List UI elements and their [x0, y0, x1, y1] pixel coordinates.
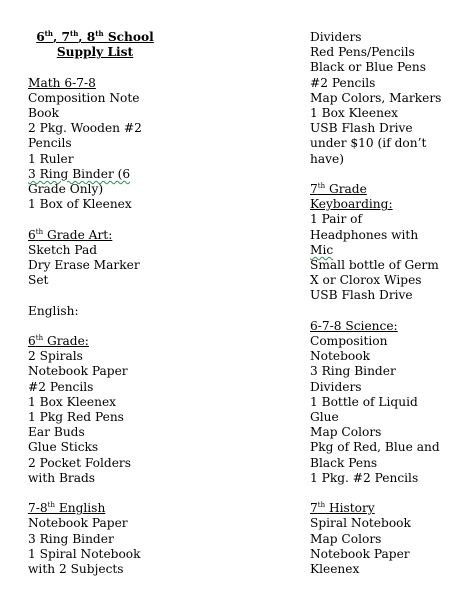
list-item: Mic [310, 242, 334, 257]
list-item: Headphones with [310, 227, 419, 242]
list-item: Dry Erase Marker [28, 258, 140, 273]
list-item: #2 Pencils [310, 75, 376, 90]
list-item: 1 Box Kleenex [28, 394, 117, 409]
list-item: Spiral Notebook [310, 516, 411, 531]
list-item: with 2 Subjects [28, 562, 124, 577]
list-item: Ear Buds [28, 425, 85, 440]
keyboarding-section-header: 7th Grade [310, 181, 367, 197]
list-item: 2 Spirals [28, 349, 83, 364]
list-item: 1 Pair of [310, 212, 362, 227]
math-section-header: Math 6-7-8 [28, 75, 96, 90]
list-item: 1 Pkg. #2 Pencils [310, 470, 419, 485]
left-column [28, 30, 268, 577]
list-item: Notebook Paper [28, 364, 128, 379]
list-item: X or Clorox Wipes [310, 273, 422, 288]
list-item: Book [28, 106, 60, 120]
list-item: 1 Pkg Red Pens [28, 410, 124, 425]
list-item: Small bottle of Germ [310, 258, 439, 273]
english-label: English: [28, 303, 79, 318]
list-item: 3 Ring Binder [310, 364, 396, 379]
list-item: Sketch Pad [28, 242, 98, 257]
list-item: Notebook Paper [310, 546, 410, 561]
list-item: Notebook [310, 349, 370, 364]
list-item: Black Pens [310, 455, 378, 470]
grade6-section-header: 6th Grade: [28, 333, 89, 348]
art-section-header: 6th Grade Art: [28, 227, 113, 242]
list-item: 1 Spiral Notebook [28, 546, 141, 561]
list-item: 2 Pkg. Wooden #2 [28, 121, 142, 136]
list-item: under $10 (if don’t [310, 136, 427, 151]
list-item: Grade Only) [28, 182, 104, 197]
list-item: 3 Ring Binder (6 [28, 166, 131, 181]
list-item: Notebook Paper [28, 516, 128, 531]
list-item: Map Colors [310, 425, 382, 440]
list-item: USB Flash Drive [310, 121, 413, 136]
list-item: have) [310, 151, 344, 166]
english78-section-header: 7-8th English [28, 501, 106, 516]
science-section-header: 6-7-8 Science: [310, 318, 398, 333]
list-item: 1 Box of Kleenex [28, 197, 132, 212]
document-title: 6th, 7th, 8th School [36, 28, 154, 44]
history-section-header: 7th History [310, 501, 375, 516]
list-item: Map Colors [310, 531, 382, 546]
list-item: 1 Ruler [28, 151, 74, 166]
list-item: with Brads [28, 470, 96, 485]
list-item: Glue [310, 410, 339, 425]
list-item: Glue Sticks [28, 440, 99, 455]
list-item: 1 Box Kleenex [310, 106, 399, 121]
list-item: Pkg of Red, Blue and [310, 440, 440, 455]
list-item: Map Colors, Markers [310, 90, 442, 105]
list-item: Composition Note [28, 90, 140, 105]
right-column [310, 30, 450, 577]
list-item: USB Flash Drive [310, 288, 413, 303]
list-item: 2 Pocket Folders [28, 455, 131, 470]
list-item: Black or Blue Pens [310, 60, 427, 75]
list-item: Dividers [310, 30, 362, 44]
list-item: Kleenex [310, 562, 360, 577]
list-item: Composition [310, 334, 388, 349]
list-item: Set [28, 273, 49, 288]
list-item: #2 Pencils [28, 379, 94, 394]
document-subtitle: Supply List [56, 45, 134, 60]
list-item: 3 Ring Binder [28, 531, 114, 546]
list-item: Dividers [310, 379, 362, 394]
list-item: 1 Bottle of Liquid [310, 394, 418, 409]
list-item: Red Pens/Pencils [310, 45, 415, 60]
keyboarding-section-header-line2: Keyboarding: [310, 197, 393, 212]
list-item: Pencils [28, 136, 72, 151]
